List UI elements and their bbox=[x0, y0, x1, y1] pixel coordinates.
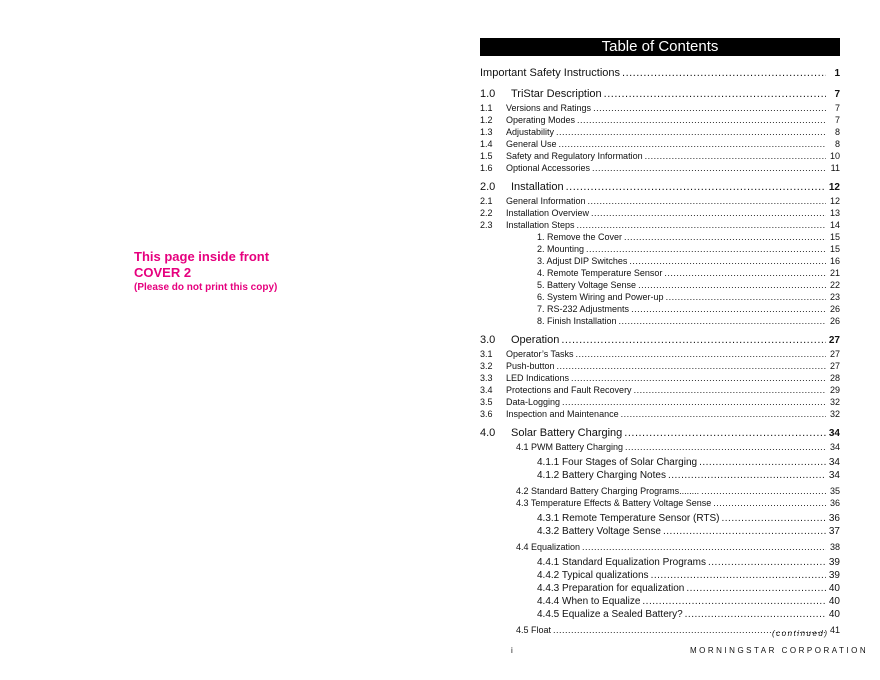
dot-leader bbox=[699, 456, 826, 469]
toc-entry bbox=[480, 426, 840, 441]
dot-leader bbox=[604, 87, 826, 101]
toc-entry-label: 4.3 Temperature Effects & Battery Voltage Sense bbox=[516, 498, 712, 508]
toc-entry bbox=[480, 180, 840, 195]
dot-leader bbox=[634, 384, 826, 396]
toc-entry-label: 7. RS-232 Adjustments bbox=[537, 304, 630, 314]
toc-entry-label: 6. System Wiring and Power-up bbox=[537, 292, 664, 302]
toc-entry-label: 4.3.2 Battery Voltage Sense bbox=[537, 526, 661, 537]
toc-entry-label: Operating Modes bbox=[506, 115, 576, 125]
toc-entry-number: 1.3 bbox=[480, 127, 493, 137]
toc-entry bbox=[480, 279, 840, 291]
toc-entry-page: 34 bbox=[828, 428, 840, 439]
dot-leader bbox=[668, 469, 826, 482]
toc-entry-label: Push-button bbox=[506, 361, 555, 371]
dot-leader bbox=[556, 126, 826, 138]
toc-entry-label: 4.4.4 When to Equalize bbox=[537, 596, 641, 607]
dot-leader bbox=[651, 569, 826, 582]
toc-entry bbox=[480, 456, 840, 469]
dot-leader bbox=[571, 372, 826, 384]
toc-entry-page: 26 bbox=[829, 304, 840, 314]
dot-leader bbox=[708, 556, 826, 569]
toc-entry-page: 34 bbox=[828, 457, 840, 468]
toc-entry-label: Inspection and Maintenance bbox=[506, 409, 619, 419]
dot-leader bbox=[592, 162, 826, 174]
toc-entry bbox=[480, 497, 840, 509]
dot-leader bbox=[638, 279, 826, 291]
toc-title: Table of Contents bbox=[480, 38, 840, 56]
toc-entry-label: Versions and Ratings bbox=[506, 103, 592, 113]
table-of-contents bbox=[480, 38, 840, 636]
toc-entry-page: 32 bbox=[829, 409, 840, 419]
toc-entry-page: 14 bbox=[829, 220, 840, 230]
toc-entry-page: 39 bbox=[828, 557, 840, 568]
toc-entry-page: 36 bbox=[828, 513, 840, 524]
toc-entry bbox=[480, 360, 840, 372]
toc-entry bbox=[480, 303, 840, 315]
toc-entry bbox=[480, 126, 840, 138]
toc-entry-number: 2.2 bbox=[480, 208, 493, 218]
toc-entry-label: 4.3.1 Remote Temperature Sensor (RTS) bbox=[537, 513, 720, 524]
toc-entry-number: 1.4 bbox=[480, 139, 493, 149]
toc-entry-label: 4.1.2 Battery Charging Notes bbox=[537, 470, 666, 481]
toc-entry-label: 2. Mounting bbox=[537, 244, 585, 254]
toc-entry-page: 12 bbox=[829, 196, 840, 206]
toc-entry bbox=[480, 441, 840, 453]
toc-entry bbox=[480, 525, 840, 538]
dot-leader bbox=[577, 219, 826, 231]
dot-leader bbox=[577, 114, 826, 126]
toc-entry-page: 13 bbox=[829, 208, 840, 218]
toc-entry-page: 28 bbox=[829, 373, 840, 383]
toc-entry-number: 3.2 bbox=[480, 361, 493, 371]
toc-entry-number: 2.1 bbox=[480, 196, 493, 206]
company-name: MORNINGSTAR CORPORATION bbox=[690, 646, 869, 655]
toc-entry-label: 4.4.3 Preparation for equalization bbox=[537, 583, 685, 594]
toc-entry-page: 36 bbox=[829, 498, 840, 508]
dot-leader bbox=[722, 512, 827, 525]
dot-leader bbox=[663, 525, 826, 538]
toc-entry-label: 3. Adjust DIP Switches bbox=[537, 256, 628, 266]
dot-leader bbox=[713, 497, 826, 509]
toc-entry-label: LED Indications bbox=[506, 373, 570, 383]
toc-entry-label: Safety and Regulatory Information bbox=[506, 151, 643, 161]
toc-entry-label: 4.2 Standard Battery Charging Programs........ bbox=[516, 486, 700, 496]
toc-entry bbox=[480, 582, 840, 595]
dot-leader bbox=[642, 595, 826, 608]
toc-entry bbox=[480, 541, 840, 553]
toc-entry-page: 7 bbox=[834, 103, 840, 113]
toc-entry bbox=[480, 485, 840, 497]
dot-leader bbox=[591, 207, 826, 219]
toc-entry bbox=[480, 608, 840, 621]
toc-entry-label: Data-Logging bbox=[506, 397, 561, 407]
toc-entry-label: Installation Overview bbox=[506, 208, 590, 218]
toc-entry-label: 1. Remove the Cover bbox=[537, 232, 623, 242]
toc-entry bbox=[480, 595, 840, 608]
toc-entry bbox=[480, 162, 840, 174]
placeholder-note bbox=[134, 249, 277, 295]
toc-entry bbox=[480, 150, 840, 162]
toc-entry-label: Optional Accessories bbox=[506, 163, 591, 173]
dot-leader bbox=[666, 291, 826, 303]
toc-entry-label: General Use bbox=[506, 139, 557, 149]
note-line-2: COVER 2 bbox=[134, 265, 192, 280]
toc-entry bbox=[480, 66, 840, 81]
toc-entry-label: General Information bbox=[506, 196, 586, 206]
toc-entry-number: 3.1 bbox=[480, 349, 493, 359]
toc-entry-label: TriStar Description bbox=[511, 88, 602, 100]
toc-entry-page: 40 bbox=[828, 596, 840, 607]
toc-entry bbox=[480, 291, 840, 303]
toc-entry bbox=[480, 348, 840, 360]
toc-entry-page: 10 bbox=[829, 151, 840, 161]
toc-entry bbox=[480, 102, 840, 114]
toc-entry-label: 4.4.1 Standard Equalization Programs bbox=[537, 557, 706, 568]
toc-entry-page: 7 bbox=[834, 115, 840, 125]
toc-entry-page: 40 bbox=[828, 583, 840, 594]
toc-entry-page: 8 bbox=[834, 127, 840, 137]
dot-leader bbox=[566, 180, 826, 194]
dot-leader bbox=[559, 138, 826, 150]
dot-leader bbox=[631, 303, 826, 315]
toc-entry-page: 22 bbox=[829, 280, 840, 290]
toc-entry-label: 5. Battery Voltage Sense bbox=[537, 280, 637, 290]
toc-entry-label: 4.4 Equalization bbox=[516, 542, 581, 552]
toc-entry-label: 4.5 Float bbox=[516, 625, 552, 635]
toc-entry bbox=[480, 267, 840, 279]
toc-entry-label: Protections and Fault Recovery bbox=[506, 385, 632, 395]
toc-entry bbox=[480, 207, 840, 219]
note-line-3: (Please do not print this copy) bbox=[134, 282, 278, 293]
toc-entry-page: 40 bbox=[828, 609, 840, 620]
toc-entry-page: 27 bbox=[829, 349, 840, 359]
toc-entry-label: 8. Finish Installation bbox=[537, 316, 617, 326]
toc-entry-number: 3.5 bbox=[480, 397, 493, 407]
toc-entry-label: 4. Remote Temperature Sensor bbox=[537, 268, 663, 278]
toc-entry-label: Solar Battery Charging bbox=[511, 427, 623, 439]
toc-entry bbox=[480, 219, 840, 231]
toc-entry-page: 35 bbox=[829, 486, 840, 496]
dot-leader bbox=[593, 102, 826, 114]
dot-leader bbox=[562, 396, 826, 408]
toc-entry bbox=[480, 396, 840, 408]
toc-entry-number: 4.0 bbox=[480, 427, 496, 439]
toc-entry-label: Important Safety Instructions bbox=[480, 67, 621, 79]
toc-entry-page: 38 bbox=[829, 542, 840, 552]
toc-entry-label: Operation bbox=[511, 334, 560, 346]
toc-entry-number: 1.2 bbox=[480, 115, 493, 125]
toc-entry bbox=[480, 569, 840, 582]
toc-entry-page: 15 bbox=[829, 244, 840, 254]
toc-entry-page: 37 bbox=[828, 526, 840, 537]
dot-leader bbox=[685, 608, 826, 621]
toc-entry-number: 3.0 bbox=[480, 334, 496, 346]
note-line-1: This page inside front bbox=[134, 249, 270, 264]
toc-entry-page: 41 bbox=[829, 625, 840, 635]
dot-leader bbox=[622, 66, 826, 80]
toc-entry-page: 7 bbox=[834, 89, 840, 100]
dot-leader bbox=[629, 255, 826, 267]
dot-leader bbox=[701, 485, 826, 497]
dot-leader bbox=[561, 333, 826, 347]
toc-entry bbox=[480, 333, 840, 348]
toc-entry-label: 4.1 PWM Battery Charging bbox=[516, 442, 624, 452]
toc-entry bbox=[480, 512, 840, 525]
toc-entry-label: 4.4.2 Typical qualizations bbox=[537, 570, 649, 581]
dot-leader bbox=[557, 360, 826, 372]
toc-entry-page: 27 bbox=[828, 335, 840, 346]
toc-entry-label: 4.1.1 Four Stages of Solar Charging bbox=[537, 457, 698, 468]
page-number: i bbox=[511, 646, 513, 655]
toc-entry-number: 3.4 bbox=[480, 385, 493, 395]
toc-entry-page: 29 bbox=[829, 385, 840, 395]
toc-entry bbox=[480, 556, 840, 569]
toc-entry-page: 26 bbox=[829, 316, 840, 326]
toc-entry-label: 4.4.5 Equalize a Sealed Battery? bbox=[537, 609, 683, 620]
toc-entry bbox=[480, 138, 840, 150]
toc-entry-page: 39 bbox=[828, 570, 840, 581]
dot-leader bbox=[625, 441, 826, 453]
toc-entry-page: 32 bbox=[829, 397, 840, 407]
toc-entry bbox=[480, 384, 840, 396]
toc-entry-label: Operator’s Tasks bbox=[506, 349, 574, 359]
dot-leader bbox=[686, 582, 826, 595]
dot-leader bbox=[645, 150, 826, 162]
toc-entry bbox=[480, 315, 840, 327]
toc-entry bbox=[480, 469, 840, 482]
toc-entry bbox=[480, 87, 840, 102]
toc-entry-page: 1 bbox=[834, 68, 840, 79]
toc-entry-number: 3.6 bbox=[480, 409, 493, 419]
dot-leader bbox=[664, 267, 826, 279]
toc-entry-page: 15 bbox=[829, 232, 840, 242]
toc-entry-page: 16 bbox=[829, 256, 840, 266]
toc-list bbox=[480, 66, 840, 636]
toc-entry-label: Installation Steps bbox=[506, 220, 575, 230]
dot-leader bbox=[586, 243, 826, 255]
toc-entry bbox=[480, 114, 840, 126]
toc-entry-page: 21 bbox=[829, 268, 840, 278]
toc-entry bbox=[480, 408, 840, 420]
dot-leader bbox=[588, 195, 826, 207]
toc-entry bbox=[480, 372, 840, 384]
toc-entry-number: 1.5 bbox=[480, 151, 493, 161]
toc-entry-page: 34 bbox=[829, 442, 840, 452]
toc-entry-page: 8 bbox=[834, 139, 840, 149]
toc-entry-page: 23 bbox=[829, 292, 840, 302]
dot-leader bbox=[582, 541, 826, 553]
toc-entry-number: 1.6 bbox=[480, 163, 493, 173]
toc-entry bbox=[480, 255, 840, 267]
toc-entry bbox=[480, 243, 840, 255]
continued-note: (continued) bbox=[772, 629, 829, 638]
toc-entry-page: 11 bbox=[830, 163, 840, 173]
toc-entry-page: 12 bbox=[828, 182, 840, 193]
toc-entry-number: 1.1 bbox=[480, 103, 493, 113]
toc-entry-number: 1.0 bbox=[480, 88, 496, 100]
dot-leader bbox=[621, 408, 826, 420]
dot-leader bbox=[619, 315, 826, 327]
toc-entry-page: 27 bbox=[829, 361, 840, 371]
dot-leader bbox=[624, 231, 826, 243]
toc-entry-label: Installation bbox=[511, 181, 564, 193]
toc-entry-number: 2.0 bbox=[480, 181, 496, 193]
dot-leader bbox=[624, 426, 826, 440]
toc-entry bbox=[480, 195, 840, 207]
toc-entry-number: 3.3 bbox=[480, 373, 493, 383]
dot-leader bbox=[576, 348, 826, 360]
toc-entry-number: 2.3 bbox=[480, 220, 493, 230]
toc-entry-label: Adjustability bbox=[506, 127, 555, 137]
toc-entry bbox=[480, 231, 840, 243]
toc-entry-page: 34 bbox=[828, 470, 840, 481]
